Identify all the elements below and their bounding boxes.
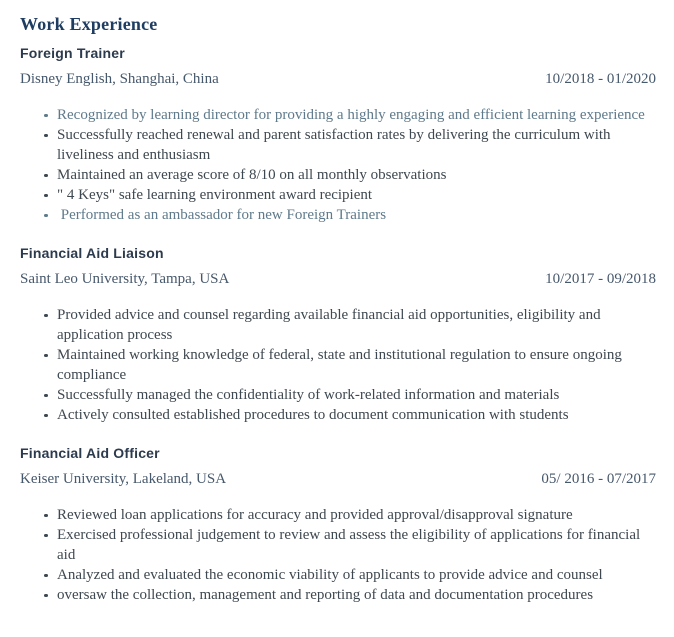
job-meta-row (20, 70, 656, 89)
job-entry (20, 444, 656, 605)
job-title: Financial Aid Officer (20, 445, 160, 461)
bullet-item: Successfully reached renewal and parent satisfaction rates by delivering the curriculum with liveliness and enthusiasm (57, 125, 656, 165)
bullet-item: Maintained working knowledge of federal, state and institutional regulation to ensure ongoing compliance (57, 345, 656, 385)
job-entry (20, 244, 656, 425)
bullet-item: Successfully managed the confidentiality of work-related information and materials (57, 385, 656, 405)
date-range: 10/2018 - 01/2020 (545, 71, 656, 87)
bullet-item: Provided advice and counsel regarding available financial aid opportunities, eligibility and application process (57, 305, 656, 345)
date-range: 10/2017 - 09/2018 (545, 271, 656, 287)
date-range: 05/ 2016 - 07/2017 (541, 471, 656, 487)
company-location: Disney English, Shanghai, China (20, 71, 219, 87)
bullet-list (20, 105, 656, 225)
bullet-item: oversaw the collection, management and reporting of data and documentation procedures (57, 585, 656, 605)
bullet-item: Recognized by learning director for providing a highly engaging and efficient learning experience (57, 105, 656, 125)
bullet-item: Maintained an average score of 8/10 on all monthly observations (57, 165, 656, 185)
company-location: Keiser University, Lakeland, USA (20, 471, 227, 487)
bullet-item: Actively consulted established procedures to document communication with students (57, 405, 656, 425)
bullet-list (20, 305, 656, 425)
bullet-item: Reviewed loan applications for accuracy and provided approval/disapproval signature (57, 505, 656, 525)
bullet-item: Analyzed and evaluated the economic viability of applicants to provide advice and counsel (57, 565, 656, 585)
bullet-item: " 4 Keys" safe learning environment award recipient (57, 185, 656, 205)
bullet-list (20, 505, 656, 605)
job-entry (20, 44, 656, 225)
job-meta-row (20, 270, 656, 289)
bullet-item: Performed as an ambassador for new Foreign Trainers (57, 205, 656, 225)
bullet-item: Exercised professional judgement to review and assess the eligibility of applications for financial aid (57, 525, 656, 565)
job-meta-row (20, 470, 656, 489)
job-title: Foreign Trainer (20, 45, 125, 61)
section-title: Work Experience (20, 14, 158, 34)
job-title: Financial Aid Liaison (20, 245, 164, 261)
company-location: Saint Leo University, Tampa, USA (20, 271, 230, 287)
